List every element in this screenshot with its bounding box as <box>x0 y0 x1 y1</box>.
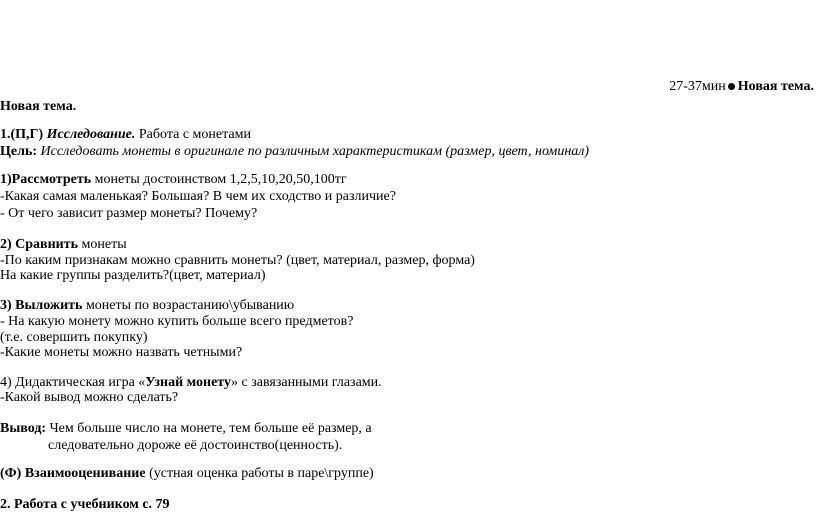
header-title: Новая тема. <box>737 79 814 94</box>
step3-text: монеты по возрастанию\убыванию <box>85 298 295 313</box>
bullet-icon <box>728 83 735 90</box>
step4-game: Узнай монету <box>145 375 231 390</box>
section-title: Новая тема. <box>0 99 77 114</box>
step3-question-2: (т.е. совершить покупку) <box>0 330 148 345</box>
conclusion-line <box>0 420 372 438</box>
assessment-label: (Ф) Взаимооценивание <box>0 466 146 481</box>
step1-line <box>0 171 347 189</box>
step4-suffix: » с завязанными глазами. <box>231 375 382 390</box>
task1-text: Работа с монетами <box>138 127 251 142</box>
step1-question-2: - От чего зависит размер монеты? Почему? <box>0 206 258 221</box>
goal-label: Цель: <box>0 144 38 159</box>
goal-line <box>0 143 589 161</box>
step4-question-1: -Какой вывод можно сделать? <box>0 390 179 405</box>
conclusion-text-2: следовательно дороже её достоинство(ценность). <box>48 438 343 453</box>
task2-line: 2. Работа с учебником с. 79 <box>0 497 170 512</box>
step2-question-2: На какие группы разделить?(цвет, материал) <box>0 268 266 283</box>
step3-question-3: -Какие монеты можно назвать четными? <box>0 345 243 360</box>
conclusion-text-1: Чем больше число на монете, тем больше её размер, а <box>49 421 372 436</box>
step2-question-1: -По каким признакам можно сравнить монеты? (цвет, материал, размер, форма) <box>0 253 475 268</box>
task1-line <box>0 126 251 144</box>
step3-question-1: - На какую монету можно купить больше всего предметов? <box>0 314 354 329</box>
header-line <box>669 78 814 96</box>
assessment-text: (устная оценка работы в паре\группе) <box>149 466 374 481</box>
header-time: 27-37мин <box>669 79 726 94</box>
conclusion-label: Вывод: <box>0 421 47 436</box>
task1-label: Исследование. <box>46 127 136 142</box>
step1-text: монеты достоинством 1,2,5,10,20,50,100тг <box>94 172 347 187</box>
goal-text: Исследовать монеты в оригинале по различным характеристикам (размер, цвет, номинал) <box>40 144 590 159</box>
task1-number: 1.(П,Г) <box>0 127 44 142</box>
step2-text: монеты <box>81 237 127 252</box>
step1-question-1: -Какая самая маленькая? Большая? В чем их сходство и различие? <box>0 189 396 204</box>
step4-prefix: 4) Дидактическая игра « <box>0 375 146 390</box>
step1-label: 1)Рассмотреть <box>0 172 92 187</box>
assessment-line <box>0 465 374 483</box>
step2-label: 2) Сравнить <box>0 237 79 252</box>
step3-label: 3) Выложить <box>0 298 83 313</box>
